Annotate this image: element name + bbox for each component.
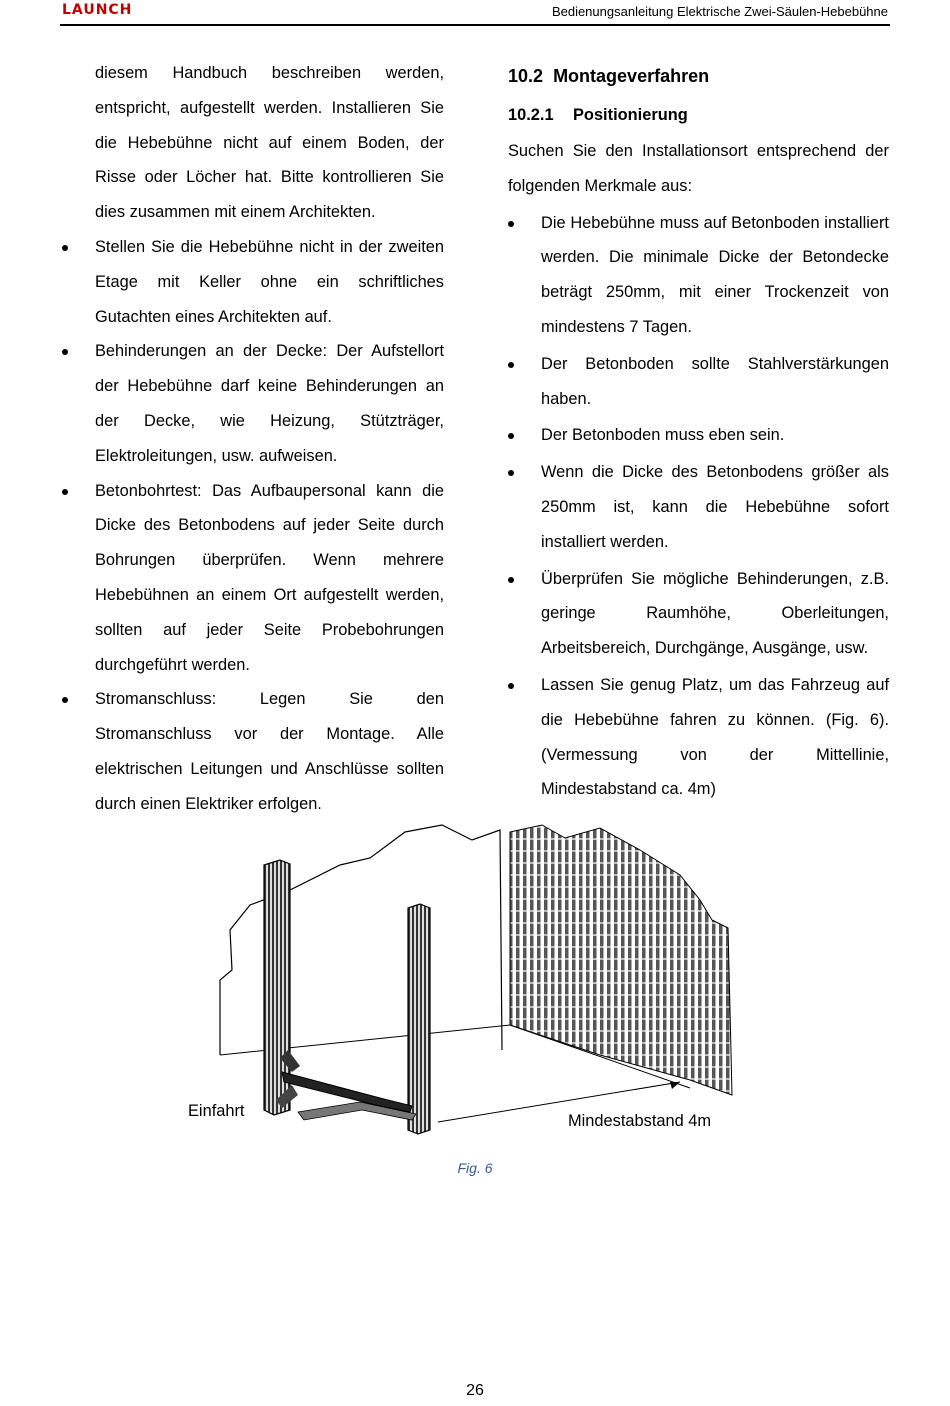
entry-label: Einfahrt	[188, 1102, 245, 1120]
list-item: Betonbohrtest: Das Aufbaupersonal kann die Dicke des Betonbodens auf jeder Seite durch Bohrungen überprüfen. Wenn mehrere Hebebühnen an einem Ort aufgestellt werden, sollten auf jeder Seite Probebohrungen durchgeführt werden.	[62, 474, 444, 683]
bullet-icon	[62, 349, 68, 355]
right-intro-paragraph: Suchen Sie den Installationsort entsprechend der folgenden Merkmale aus:	[508, 142, 889, 195]
list-item: Wenn die Dicke des Betonbodens größer als 250mm ist, kann die Hebebühne sofort installiert werden.	[508, 455, 889, 559]
back-wall-outline	[220, 825, 502, 1055]
section-heading: 10.2 Montageverfahren	[508, 66, 710, 86]
list-item: Der Betonboden sollte Stahlverstärkungen haben.	[508, 347, 889, 417]
lift-installation-figure	[180, 810, 740, 1150]
distance-label: Mindestabstand 4m	[568, 1112, 712, 1130]
right-lift-post	[408, 904, 430, 1134]
hatched-side-wall	[510, 825, 732, 1095]
bullet-icon	[62, 245, 68, 251]
bullet-icon	[508, 683, 514, 689]
list-item: Stellen Sie die Hebebühne nicht in der zweiten Etage mit Keller ohne ein schriftliches Gutachten eines Architekten auf.	[62, 230, 444, 334]
right-column	[508, 56, 889, 809]
page-number: 26	[466, 1382, 484, 1399]
right-bullet-list	[508, 206, 889, 808]
subsection-heading: 10.2.1 Positionierung	[508, 106, 688, 124]
bullet-icon	[508, 221, 514, 227]
left-column	[62, 56, 444, 822]
bullet-icon	[62, 489, 68, 495]
list-item: Lassen Sie genug Platz, um das Fahrzeug auf die Hebebühne fahren zu können. (Fig. 6). (Vermessung von der Mittellinie, Mindestabstand ca. 4m)	[508, 668, 889, 807]
document-title: Bedienungsanleitung Elektrische Zwei-Säulen-Hebebühne	[551, 4, 888, 19]
bullet-icon	[508, 433, 514, 439]
list-item: Die Hebebühne muss auf Betonboden installiert werden. Die minimale Dicke der Betondecke beträgt 250mm, mit einer Trockenzeit von mindestens 7 Tagen.	[508, 206, 889, 345]
list-item: Behinderungen an der Decke: Der Aufstellort der Hebebühne darf keine Behinderungen an der Decke, wie Heizung, Stützträger, Elektroleitungen, usw. aufweisen.	[62, 334, 444, 473]
page-header	[60, 0, 890, 26]
bullet-icon	[508, 362, 514, 368]
left-bullet-list	[62, 230, 444, 822]
list-item: Überprüfen Sie mögliche Behinderungen, z.B. geringe Raumhöhe, Oberleitungen, Arbeitsbereich, Durchgänge, Ausgänge, usw.	[508, 562, 889, 666]
bullet-icon	[508, 577, 514, 583]
list-item: Der Betonboden muss eben sein.	[508, 418, 889, 453]
figure-caption: Fig. 6	[457, 1160, 493, 1176]
launch-logo: LAUNCH	[62, 2, 133, 18]
lift-illustration	[180, 810, 740, 1150]
bullet-icon	[508, 470, 514, 476]
bullet-icon	[62, 697, 68, 703]
intro-paragraph: diesem Handbuch beschreiben werden, entspricht, aufgestellt werden. Installieren Sie die Hebebühne nicht auf einem Boden, der Risse oder Löcher hat. Bitte kontrollieren Sie dies zusammen mit einem Architekten.	[95, 64, 444, 222]
list-item: Stromanschluss: Legen Sie den Stromanschluss vor der Montage. Alle elektrischen Leitungen und Anschlüsse sollten durch einen Elektriker erfolgen.	[62, 682, 444, 821]
